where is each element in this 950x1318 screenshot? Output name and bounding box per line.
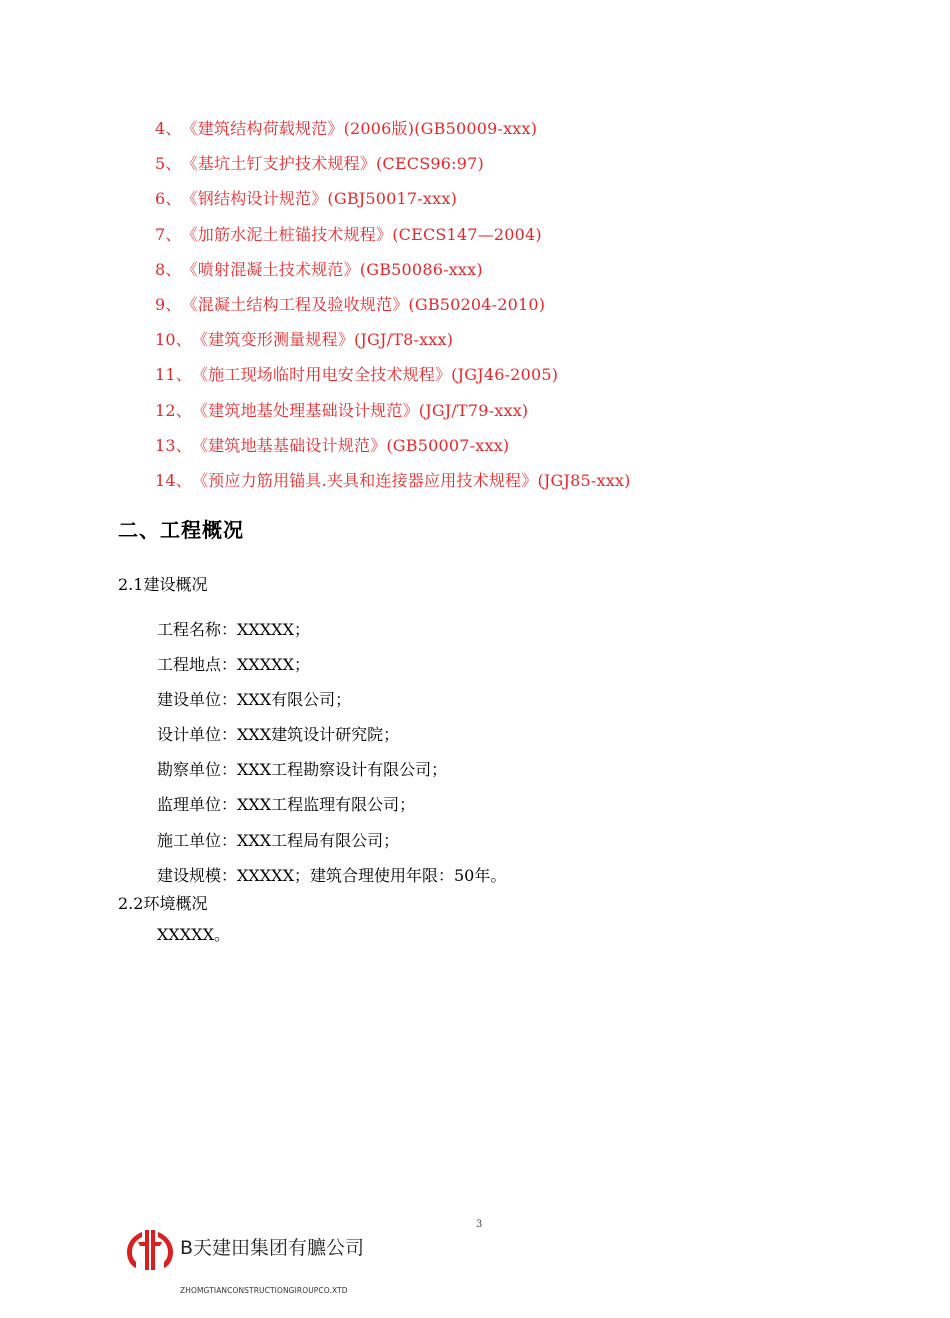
- reference-item: 12、《建筑地基处理基础设计规范》(JGJ/T79-xxx): [155, 400, 529, 420]
- subsection-title-construction: 2.1建设概况: [118, 575, 208, 594]
- company-english-name: ZHOMGTIANCONSTRUCTIONGIROUPCO.XTD: [180, 1286, 348, 1295]
- project-info-list: [157, 617, 506, 898]
- project-info-line: 监理单位：XXX工程监理有限公司；: [157, 795, 416, 815]
- reference-item: 11、《施工现场临时用电安全技术规程》(JGJ46-2005): [155, 365, 559, 385]
- reference-item: 5、《基坑土钉支护技术规程》(CECS96:97): [155, 154, 484, 174]
- reference-item: 4、《建筑结构荷载规范》(2006版)(GB50009-xxx): [155, 119, 538, 138]
- environment-text: XXXXX。: [157, 925, 230, 944]
- project-info-line: 建设单位：XXX有限公司；: [157, 690, 352, 710]
- page-number: 3: [476, 1219, 483, 1230]
- reference-item: 10、《建筑变形测量规程》(JGJ/T8-xxx): [155, 330, 454, 350]
- reference-item: 8、《喷射混凝土技术规范》(GB50086-xxx): [155, 259, 483, 279]
- reference-item: 6、《钢结构设计规范》(GBJ50017-xxx): [155, 189, 458, 209]
- reference-item: 9、《混凝土结构工程及验收规范》(GB50204-2010): [155, 294, 546, 314]
- project-info-line: 工程地点：XXXXX；: [157, 655, 310, 675]
- company-logo-icon: [124, 1228, 176, 1276]
- subsection-title-environment: 2.2环境概况: [118, 894, 208, 913]
- reference-list: [155, 116, 895, 503]
- project-info-line: 施工单位：XXX工程局有限公司；: [157, 830, 400, 850]
- project-info-line: 工程名称：XXXXX；: [157, 620, 310, 639]
- project-info-line: 勘察单位：XXX工程勘察设计有限公司；: [157, 760, 448, 780]
- reference-item: 14、《预应力筋用锚具.夹具和连接器应用技术规程》(JGJ85-xxx): [155, 470, 631, 490]
- reference-item: 13、《建筑地基基础设计规范》(GB50007-xxx): [155, 435, 510, 455]
- reference-item: 7、《加筋水泥土桩锚技术规程》(CECS147—2004): [155, 224, 542, 244]
- section-title: 二、工程概况: [118, 518, 244, 542]
- project-info-line: 建设规模：XXXXX；建筑合理使用年限：50年。: [157, 865, 507, 885]
- company-name: B天建田集团有臕公司: [180, 1237, 365, 1259]
- project-info-line: 设计单位：XXX建筑设计研究院；: [157, 725, 400, 745]
